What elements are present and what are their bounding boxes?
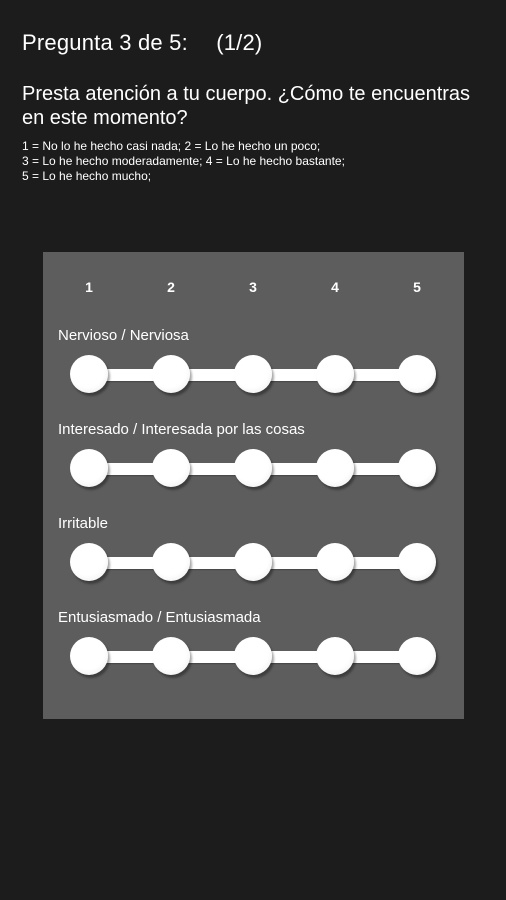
rating-option-1[interactable]: [70, 637, 108, 675]
rating-option-2[interactable]: [152, 355, 190, 393]
rating-option-3[interactable]: [234, 543, 272, 581]
rating-option-2[interactable]: [152, 637, 190, 675]
scale-number-5: 5: [413, 279, 421, 295]
scale-header: [43, 279, 464, 297]
rating-option-5[interactable]: [398, 543, 436, 581]
rating-item-interesado: [43, 421, 464, 501]
rating-option-3[interactable]: [234, 637, 272, 675]
rating-item-irritable: [43, 515, 464, 595]
question-text: Presta atención a tu cuerpo. ¿Cómo te encuentras en este momento?: [22, 83, 471, 129]
rating-panel: [43, 252, 464, 719]
rating-option-1[interactable]: [70, 449, 108, 487]
question-header: [22, 30, 262, 56]
rating-item-entusiasmado: [43, 609, 464, 689]
rating-option-2[interactable]: [152, 543, 190, 581]
item-label: Interesado / Interesada por las cosas: [58, 421, 305, 438]
item-label: Nervioso / Nerviosa: [58, 327, 189, 344]
rating-option-5[interactable]: [398, 637, 436, 675]
item-label: Irritable: [58, 515, 109, 532]
rating-option-1[interactable]: [70, 355, 108, 393]
question-counter: Pregunta 3 de 5:: [22, 30, 188, 55]
legend-line: 5 = Lo he hecho mucho;: [22, 169, 152, 183]
scale-number-4: 4: [331, 279, 339, 295]
rating-option-5[interactable]: [398, 449, 436, 487]
rating-option-3[interactable]: [234, 355, 272, 393]
page-progress: (1/2): [216, 30, 263, 55]
rating-option-4[interactable]: [316, 543, 354, 581]
item-label: Entusiasmado / Entusiasmada: [58, 609, 261, 626]
rating-option-5[interactable]: [398, 355, 436, 393]
rating-item-nervioso: [43, 327, 464, 407]
rating-option-2[interactable]: [152, 449, 190, 487]
scale-number-1: 1: [85, 279, 93, 295]
rating-option-4[interactable]: [316, 355, 354, 393]
rating-option-4[interactable]: [316, 449, 354, 487]
rating-option-1[interactable]: [70, 543, 108, 581]
legend-line: 3 = Lo he hecho moderadamente; 4 = Lo he hecho bastante;: [22, 154, 345, 168]
rating-option-3[interactable]: [234, 449, 272, 487]
legend-line: 1 = No lo he hecho casi nada; 2 = Lo he hecho un poco;: [22, 139, 321, 153]
scale-number-2: 2: [167, 279, 175, 295]
rating-option-4[interactable]: [316, 637, 354, 675]
scale-legend: [22, 139, 492, 184]
scale-number-3: 3: [249, 279, 257, 295]
